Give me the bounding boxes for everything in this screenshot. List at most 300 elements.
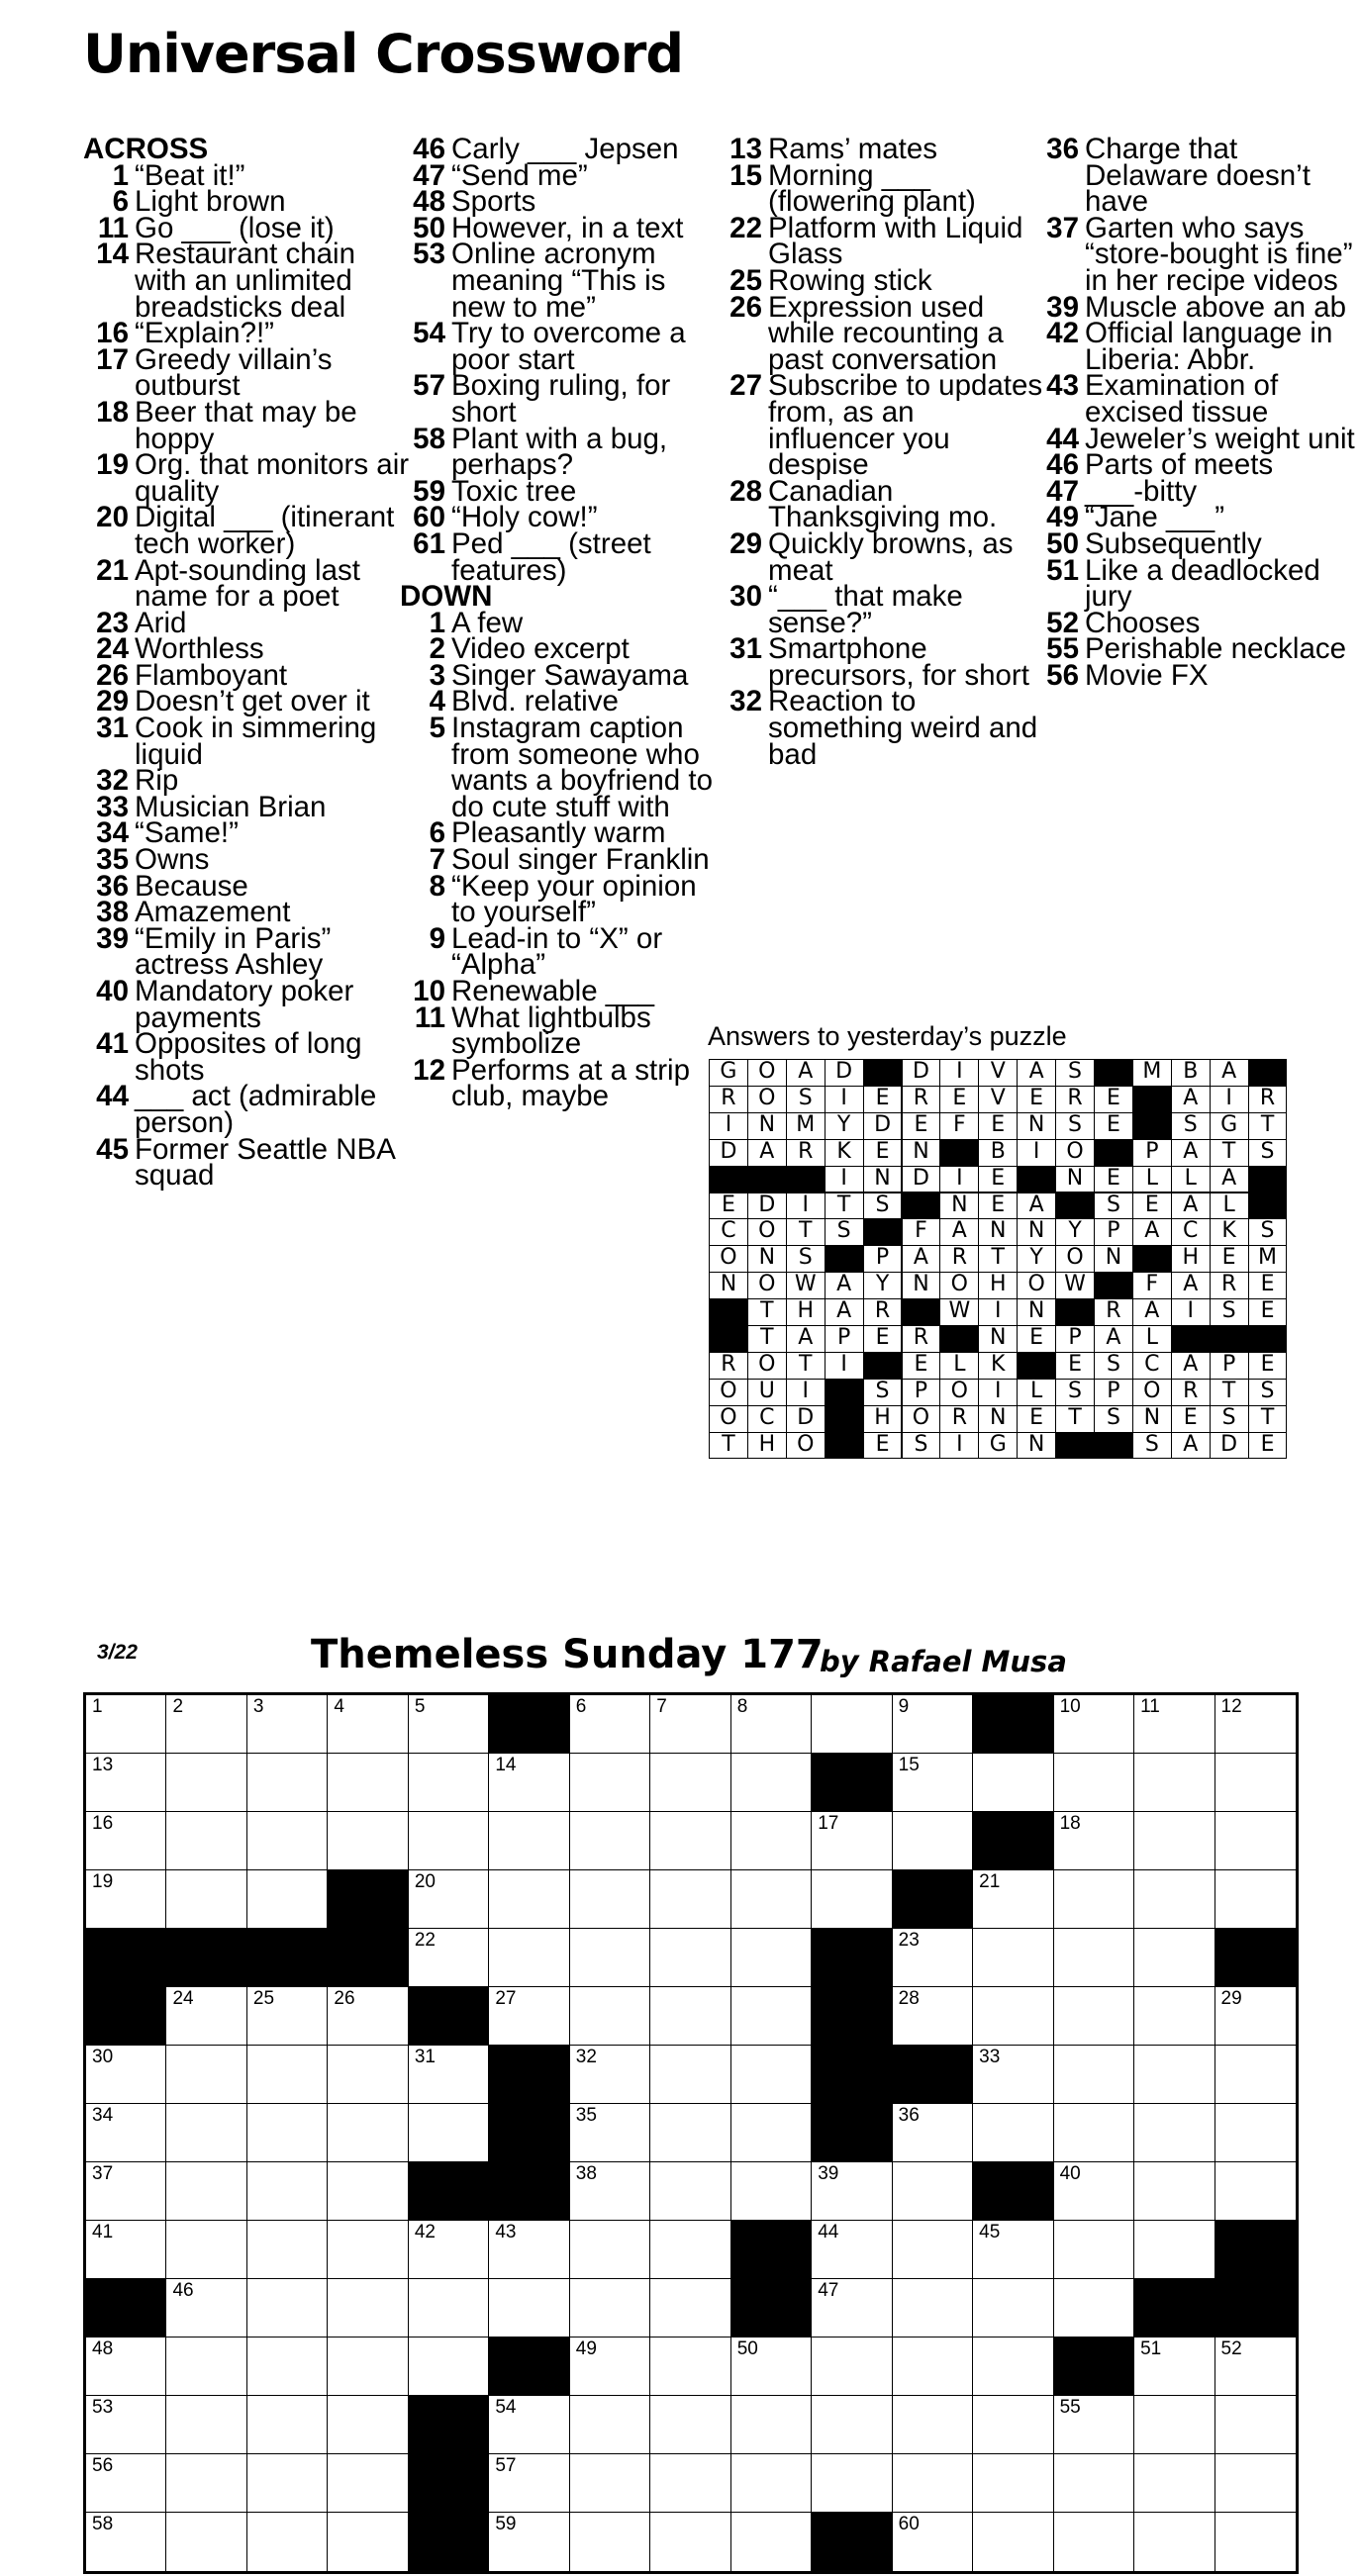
grid-cell[interactable]	[1134, 2221, 1214, 2279]
grid-cell[interactable]	[893, 1695, 973, 1754]
answer-cell: O	[709, 1245, 748, 1273]
grid-cell[interactable]	[650, 1870, 730, 1929]
grid-cell[interactable]	[328, 2046, 408, 2104]
grid-cell[interactable]	[570, 2221, 650, 2279]
answer-block	[863, 1059, 903, 1087]
grid-cell[interactable]	[247, 1870, 328, 1929]
grid-cell[interactable]	[893, 1754, 973, 1812]
grid-cell[interactable]	[650, 1812, 730, 1870]
cell-number: 20	[414, 1871, 436, 1892]
clue-item	[400, 712, 727, 823]
grid-cell[interactable]	[812, 1812, 892, 1870]
grid-cell[interactable]	[247, 2279, 328, 2337]
grid-cell[interactable]	[86, 2221, 166, 2279]
grid-cell[interactable]	[328, 2221, 408, 2279]
answer-cell: N	[939, 1193, 979, 1220]
cell-number: 8	[736, 1696, 748, 1717]
grid-cell[interactable]	[409, 1870, 489, 1929]
grid-cell[interactable]	[731, 1929, 812, 1987]
grid-cell[interactable]	[328, 1695, 408, 1754]
cell-number: 39	[818, 2163, 839, 2184]
grid-cell[interactable]	[1054, 1754, 1134, 1812]
grid-cell[interactable]	[1134, 2337, 1214, 2396]
grid-cell[interactable]	[893, 1987, 973, 2046]
grid-cell[interactable]	[86, 2513, 166, 2571]
clue-number: 26	[729, 290, 762, 324]
grid-cell[interactable]	[166, 2513, 246, 2571]
grid-cell[interactable]	[650, 2046, 730, 2104]
clue-number: 7	[429, 843, 445, 877]
answer-cell: A	[1171, 1086, 1211, 1113]
grid-cell[interactable]	[731, 1754, 812, 1812]
grid-cell[interactable]	[1054, 2454, 1134, 2513]
grid-cell[interactable]	[1134, 2162, 1214, 2221]
grid-cell[interactable]	[893, 2162, 973, 2221]
grid-cell[interactable]	[489, 1812, 569, 1870]
grid-cell[interactable]	[409, 1695, 489, 1754]
grid-cell[interactable]	[650, 1695, 730, 1754]
answer-cell: D	[902, 1166, 941, 1193]
clue-item	[1033, 553, 1360, 614]
grid-cell[interactable]	[86, 2396, 166, 2454]
grid-block	[489, 2104, 569, 2162]
grid-cell[interactable]	[489, 2454, 569, 2513]
grid-cell[interactable]	[166, 1754, 246, 1812]
clue-item	[400, 422, 727, 482]
grid-cell[interactable]	[650, 2104, 730, 2162]
grid-cell[interactable]	[1215, 2396, 1296, 2454]
answer-cell: P	[1055, 1325, 1095, 1353]
grid-cell[interactable]	[570, 2396, 650, 2454]
grid-cell[interactable]	[1134, 1987, 1214, 2046]
grid-cell[interactable]	[731, 2337, 812, 2396]
grid-cell[interactable]	[1215, 2454, 1296, 2513]
answer-cell: T	[747, 1298, 787, 1326]
grid-cell[interactable]	[812, 2221, 892, 2279]
grid-cell[interactable]	[650, 2337, 730, 2396]
grid-cell[interactable]	[570, 1987, 650, 2046]
grid-cell[interactable]	[409, 1929, 489, 1987]
grid-cell[interactable]	[731, 2104, 812, 2162]
answer-cell: Y	[1017, 1245, 1056, 1273]
grid-cell[interactable]	[489, 1870, 569, 1929]
grid-cell[interactable]	[1134, 1754, 1214, 1812]
clue-number: 15	[729, 158, 762, 192]
grid-cell[interactable]	[973, 2046, 1053, 2104]
grid-cell[interactable]	[1054, 1695, 1134, 1754]
grid-cell[interactable]	[893, 1812, 973, 1870]
answer-cell: A	[1210, 1166, 1249, 1193]
grid-cell[interactable]	[731, 1870, 812, 1929]
grid-cell[interactable]	[1054, 2162, 1134, 2221]
grid-cell[interactable]	[650, 1929, 730, 1987]
clue-text: Boxing ruling, for short	[451, 369, 671, 429]
grid-block	[812, 1754, 892, 1812]
clue-item	[717, 211, 1043, 271]
grid-cell[interactable]	[166, 2104, 246, 2162]
grid-cell[interactable]	[86, 2046, 166, 2104]
grid-cell[interactable]	[1134, 2396, 1214, 2454]
grid-cell[interactable]	[409, 2104, 489, 2162]
answer-cell: E	[978, 1166, 1018, 1193]
grid-cell[interactable]	[247, 2104, 328, 2162]
answer-cell: D	[747, 1193, 787, 1220]
grid-cell[interactable]	[328, 2104, 408, 2162]
clue-text: Renewable ___	[451, 975, 655, 1007]
grid-cell[interactable]	[973, 2396, 1053, 2454]
cell-number: 60	[898, 2514, 920, 2534]
grid-cell[interactable]	[812, 1695, 892, 1754]
clue-number: 50	[413, 211, 445, 244]
answer-cell: N	[978, 1405, 1018, 1433]
grid-cell[interactable]	[812, 2337, 892, 2396]
answer-cell: N	[902, 1139, 941, 1167]
grid-cell[interactable]	[893, 2513, 973, 2571]
grid-cell[interactable]	[409, 2279, 489, 2337]
clue-text: Former Seattle NBA squad	[135, 1132, 395, 1193]
grid-block	[893, 1870, 973, 1929]
answer-cell: O	[709, 1379, 748, 1406]
grid-cell[interactable]	[247, 2454, 328, 2513]
clue-number: 54	[413, 317, 445, 350]
grid-cell[interactable]	[650, 2279, 730, 2337]
grid-cell[interactable]	[570, 1695, 650, 1754]
clue-number: 47	[413, 158, 445, 192]
answer-block	[1248, 1325, 1288, 1353]
grid-cell[interactable]	[166, 1812, 246, 1870]
grid-cell[interactable]	[247, 2337, 328, 2396]
grid-cell[interactable]	[893, 2104, 973, 2162]
grid-cell[interactable]	[650, 2162, 730, 2221]
grid-cell[interactable]	[86, 1695, 166, 1754]
clue-number: 39	[1046, 290, 1079, 324]
grid-cell[interactable]	[1054, 2279, 1134, 2337]
grid-cell[interactable]	[328, 2162, 408, 2221]
answer-cell: E	[863, 1086, 903, 1113]
answer-block	[1055, 1432, 1095, 1460]
grid-cell[interactable]	[166, 1695, 246, 1754]
answer-cell: W	[939, 1298, 979, 1326]
answer-cell: I	[709, 1112, 748, 1140]
grid-cell[interactable]	[166, 2162, 246, 2221]
answer-block	[1094, 1139, 1133, 1167]
grid-cell[interactable]	[731, 2162, 812, 2221]
grid-cell[interactable]	[328, 1754, 408, 1812]
grid-cell[interactable]	[328, 2337, 408, 2396]
grid-cell[interactable]	[812, 2396, 892, 2454]
grid-cell[interactable]	[247, 1987, 328, 2046]
grid-cell[interactable]	[328, 1987, 408, 2046]
grid-cell[interactable]	[570, 1754, 650, 1812]
grid-cell[interactable]	[1054, 2513, 1134, 2571]
grid-cell[interactable]	[893, 2454, 973, 2513]
grid-cell[interactable]	[731, 2396, 812, 2454]
grid-cell[interactable]	[86, 2337, 166, 2396]
clue-item	[1033, 317, 1360, 376]
clue-text: Movie FX	[1085, 658, 1209, 692]
grid-cell[interactable]	[731, 2046, 812, 2104]
grid-cell[interactable]	[650, 1987, 730, 2046]
clue-text: Performs at a strip club, maybe	[451, 1053, 690, 1113]
answer-cell: I	[825, 1086, 864, 1113]
grid-cell[interactable]	[973, 2454, 1053, 2513]
answer-cell: H	[786, 1298, 826, 1326]
answer-cell: O	[939, 1272, 979, 1299]
clue-item	[400, 869, 727, 929]
grid-cell[interactable]	[1134, 1812, 1214, 1870]
grid-cell[interactable]	[1054, 1870, 1134, 1929]
grid-cell[interactable]	[328, 2513, 408, 2571]
grid-cell[interactable]	[893, 2221, 973, 2279]
grid-cell[interactable]	[166, 1987, 246, 2046]
grid-cell[interactable]	[86, 2104, 166, 2162]
grid-cell[interactable]	[166, 2221, 246, 2279]
grid-cell[interactable]	[1134, 2513, 1214, 2571]
answer-cell: Y	[825, 1112, 864, 1140]
grid-cell[interactable]	[328, 2454, 408, 2513]
grid-cell[interactable]	[1134, 2104, 1214, 2162]
grid-cell[interactable]	[570, 2513, 650, 2571]
clue-number: 39	[96, 921, 129, 955]
grid-cell[interactable]	[570, 1870, 650, 1929]
grid-cell[interactable]	[489, 2279, 569, 2337]
grid-cell[interactable]	[973, 2104, 1053, 2162]
grid-cell[interactable]	[570, 2104, 650, 2162]
clue-item	[717, 158, 1043, 219]
clue-text: Morning ___ (flowering plant)	[768, 158, 976, 219]
clue-text: Musician Brian	[135, 790, 327, 823]
clue-item	[400, 158, 727, 192]
grid-cell[interactable]	[570, 2454, 650, 2513]
grid-cell[interactable]	[973, 1929, 1053, 1987]
grid-cell[interactable]	[973, 2221, 1053, 2279]
grid-cell[interactable]	[166, 1870, 246, 1929]
answer-cell: S	[825, 1218, 864, 1246]
grid-cell[interactable]	[1134, 1870, 1214, 1929]
grid-cell[interactable]	[893, 2396, 973, 2454]
grid-cell[interactable]	[650, 2221, 730, 2279]
cell-number: 3	[252, 1696, 264, 1717]
grid-cell[interactable]	[973, 1870, 1053, 1929]
answer-cell: A	[1171, 1139, 1211, 1167]
grid-cell[interactable]	[1054, 1987, 1134, 2046]
grid-cell[interactable]	[812, 2279, 892, 2337]
grid-cell[interactable]	[1215, 2337, 1296, 2396]
grid-cell[interactable]	[973, 2337, 1053, 2396]
grid-cell[interactable]	[1134, 1929, 1214, 1987]
grid-cell[interactable]	[86, 1754, 166, 1812]
grid-cell[interactable]	[650, 2513, 730, 2571]
grid-cell[interactable]	[166, 2396, 246, 2454]
grid-cell[interactable]	[86, 1870, 166, 1929]
grid-cell[interactable]	[570, 1929, 650, 1987]
grid-cell[interactable]	[973, 2279, 1053, 2337]
grid-cell[interactable]	[328, 1812, 408, 1870]
grid-cell[interactable]	[812, 2162, 892, 2221]
clue-number: 43	[1046, 369, 1079, 403]
cell-number: 51	[1140, 2338, 1162, 2359]
grid-cell[interactable]	[1134, 1695, 1214, 1754]
clue-item	[83, 501, 410, 560]
grid-cell[interactable]	[731, 1987, 812, 2046]
grid-cell[interactable]	[247, 2396, 328, 2454]
grid-cell[interactable]	[247, 1695, 328, 1754]
grid-cell[interactable]	[328, 2396, 408, 2454]
grid-cell[interactable]	[1215, 1987, 1296, 2046]
grid-cell[interactable]	[86, 1812, 166, 1870]
grid-cell[interactable]	[1054, 2046, 1134, 2104]
grid-cell[interactable]	[973, 1754, 1053, 1812]
grid-cell[interactable]	[650, 2396, 730, 2454]
grid-cell[interactable]	[1215, 2046, 1296, 2104]
grid-cell[interactable]	[1215, 2104, 1296, 2162]
grid-cell[interactable]	[812, 1870, 892, 1929]
grid-cell[interactable]	[247, 2162, 328, 2221]
answer-cell: H	[747, 1432, 787, 1460]
answer-cell: A	[1210, 1059, 1249, 1087]
grid-cell[interactable]	[650, 1754, 730, 1812]
grid-cell[interactable]	[1215, 1695, 1296, 1754]
answer-cell: A	[1171, 1432, 1211, 1460]
grid-cell[interactable]	[328, 2279, 408, 2337]
grid-cell[interactable]	[247, 1812, 328, 1870]
grid-cell[interactable]	[166, 2337, 246, 2396]
grid-cell[interactable]	[570, 2046, 650, 2104]
answer-cell: E	[1248, 1432, 1288, 1460]
answer-cell: P	[1094, 1379, 1133, 1406]
answer-cell: N	[1017, 1112, 1056, 1140]
clue-number: 31	[729, 632, 762, 666]
clue-text: “Beat it!”	[135, 158, 245, 192]
answer-block	[1094, 1059, 1133, 1087]
cell-number: 52	[1220, 2338, 1242, 2359]
answer-cell: P	[1132, 1139, 1172, 1167]
clue-text: “Holy cow!”	[451, 501, 598, 534]
grid-cell[interactable]	[731, 2454, 812, 2513]
grid-cell[interactable]	[409, 2221, 489, 2279]
clue-text: Perishable necklace	[1085, 632, 1347, 666]
grid-cell[interactable]	[1054, 1929, 1134, 1987]
clue-item	[1033, 369, 1360, 429]
clue-number: 5	[429, 712, 445, 745]
grid-cell[interactable]	[86, 2454, 166, 2513]
grid-cell[interactable]	[489, 1929, 569, 1987]
grid-cell[interactable]	[650, 2454, 730, 2513]
clue-item	[400, 1001, 727, 1061]
grid-cell[interactable]	[1054, 2221, 1134, 2279]
clue-number: 1	[429, 606, 445, 639]
grid-cell[interactable]	[731, 1695, 812, 1754]
grid-cell[interactable]	[86, 2162, 166, 2221]
clue-number: 29	[729, 526, 762, 560]
grid-cell[interactable]	[570, 2162, 650, 2221]
grid-cell[interactable]	[247, 2046, 328, 2104]
answer-cell: T	[1248, 1112, 1288, 1140]
answer-cell: T	[747, 1325, 787, 1353]
clue-number: 11	[414, 1001, 445, 1034]
answer-cell: L	[1171, 1166, 1211, 1193]
grid-cell[interactable]	[1054, 2396, 1134, 2454]
cell-number: 34	[92, 2105, 114, 2126]
answer-cell: E	[902, 1112, 941, 1140]
grid-cell[interactable]	[409, 1754, 489, 1812]
answer-cell: E	[1132, 1193, 1172, 1220]
cell-number: 43	[495, 2222, 517, 2242]
grid-cell[interactable]	[1215, 2513, 1296, 2571]
grid-cell[interactable]	[893, 1929, 973, 1987]
answer-block	[786, 1166, 826, 1193]
clue-text: Online acronym meaning “This is new to me”	[451, 238, 666, 324]
answer-cell: A	[825, 1298, 864, 1326]
grid-cell[interactable]	[731, 1812, 812, 1870]
grid-cell[interactable]	[489, 1987, 569, 2046]
grid-cell[interactable]	[973, 2513, 1053, 2571]
grid-cell[interactable]	[409, 2046, 489, 2104]
grid-cell[interactable]	[489, 2513, 569, 2571]
grid-cell[interactable]	[1215, 1870, 1296, 1929]
clue-text: Sports	[451, 185, 536, 219]
grid-cell[interactable]	[570, 2279, 650, 2337]
answer-cell: K	[1210, 1218, 1249, 1246]
grid-cell[interactable]	[893, 2337, 973, 2396]
answer-cell: N	[978, 1325, 1018, 1353]
grid-cell[interactable]	[973, 1987, 1053, 2046]
clue-number: 16	[96, 317, 129, 350]
answer-cell: E	[1248, 1352, 1288, 1380]
grid-cell[interactable]	[166, 2279, 246, 2337]
answer-block	[1248, 1193, 1288, 1220]
grid-cell[interactable]	[1134, 2454, 1214, 2513]
clue-number: 9	[429, 921, 445, 955]
clue-item	[717, 685, 1043, 771]
cell-number: 7	[656, 1696, 667, 1717]
answer-cell: P	[902, 1379, 941, 1406]
clue-text: Amazement	[135, 896, 291, 929]
grid-cell[interactable]	[1134, 2046, 1214, 2104]
grid-cell[interactable]	[1054, 2104, 1134, 2162]
grid-cell[interactable]	[812, 2454, 892, 2513]
grid-block	[409, 2454, 489, 2513]
clue-number: 34	[96, 816, 129, 850]
answer-cell: W	[786, 1272, 826, 1299]
grid-cell[interactable]	[409, 1812, 489, 1870]
grid-cell[interactable]	[731, 2513, 812, 2571]
grid-cell[interactable]	[247, 2221, 328, 2279]
answer-block	[825, 1405, 864, 1433]
grid-cell[interactable]	[570, 1812, 650, 1870]
answer-cell: S	[1094, 1352, 1133, 1380]
grid-cell[interactable]	[1215, 2162, 1296, 2221]
answer-cell: A	[1171, 1272, 1211, 1299]
answer-cell: T	[825, 1193, 864, 1220]
grid-cell[interactable]	[893, 2279, 973, 2337]
answer-cell: E	[863, 1432, 903, 1460]
grid-cell[interactable]	[489, 2396, 569, 2454]
clue-number: 55	[1046, 632, 1079, 666]
grid-cell[interactable]	[489, 1754, 569, 1812]
grid-cell[interactable]	[570, 2337, 650, 2396]
grid-cell[interactable]	[1215, 1754, 1296, 1812]
grid-cell[interactable]	[247, 1754, 328, 1812]
grid-cell[interactable]	[489, 2221, 569, 2279]
grid-cell[interactable]	[166, 2046, 246, 2104]
grid-cell[interactable]	[1215, 1812, 1296, 1870]
grid-cell[interactable]	[166, 2454, 246, 2513]
grid-cell[interactable]	[247, 2513, 328, 2571]
grid-cell[interactable]	[409, 2337, 489, 2396]
grid-cell[interactable]	[1054, 1812, 1134, 1870]
clue-text: Lead-in to “X” or “Alpha”	[451, 921, 663, 982]
